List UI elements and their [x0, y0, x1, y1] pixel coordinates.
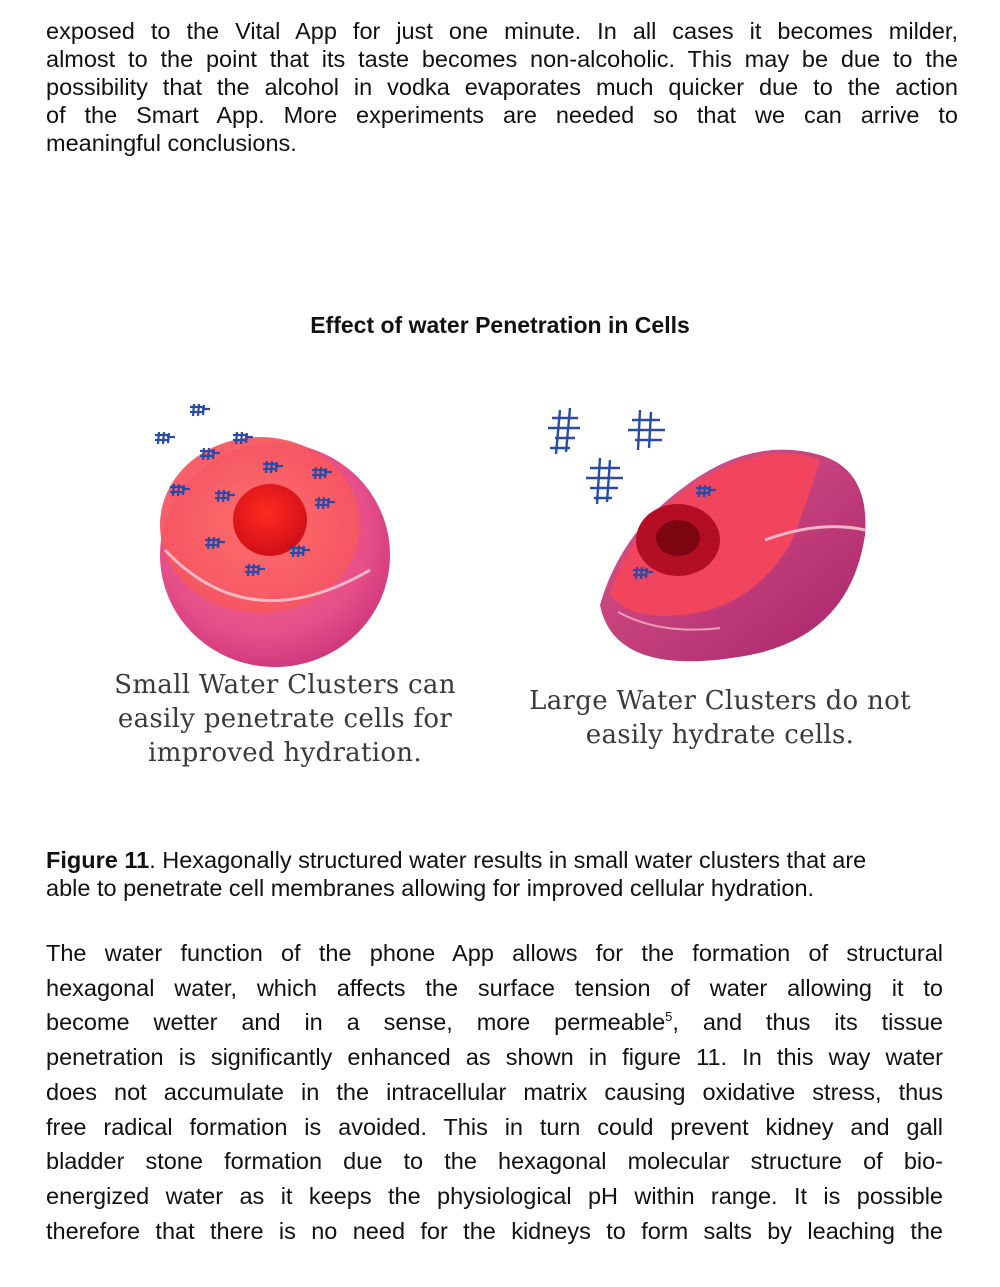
- floating-large-clusters: [548, 408, 665, 504]
- text-segment: , and thus its tissue: [672, 1009, 943, 1036]
- cells-illustration: [100, 380, 940, 670]
- text-line: penetration is significantly enhanced as shown in figure 11. In this way water: [46, 1044, 943, 1071]
- caption-line: easily hydrate cells.: [585, 720, 855, 750]
- top-paragraph: [46, 17, 958, 157]
- caption-line: easily penetrate cells for: [117, 704, 453, 734]
- figure-label: Figure 11: [46, 847, 150, 873]
- caption-line: improved hydration.: [148, 738, 422, 768]
- text-line: does not accumulate in the intracellular matrix causing oxidative stress, thus: [46, 1078, 943, 1105]
- text-line: meaningful conclusions.: [46, 130, 297, 156]
- figure-caption: [46, 846, 958, 902]
- small-clusters-caption: [100, 668, 470, 770]
- figure-title: Effect of water Penetration in Cells: [310, 312, 690, 338]
- text-line: The water function of the phone App allows for the formation of structural: [46, 940, 943, 966]
- body-paragraph: [46, 936, 943, 1248]
- caption-line: Large Water Clusters do not: [529, 686, 911, 716]
- caption-text: . Hexagonally structured water results in small water clusters that are: [149, 847, 867, 873]
- text-line: therefore that there is no need for the kidneys to form salts by leaching the: [46, 1217, 943, 1244]
- large-cluster-cell: [600, 450, 865, 662]
- text-line: of the Smart App. More experiments are needed so that we can arrive to: [46, 102, 958, 128]
- text-segment: become wetter and in a sense, more permeable: [46, 1009, 666, 1036]
- text-line: bladder stone formation due to the hexagonal molecular structure of bio-: [46, 1148, 943, 1175]
- figure-illustration: [100, 380, 940, 800]
- text-line: [46, 1005, 943, 1040]
- footnote-ref: 5: [665, 1009, 673, 1025]
- text-line: free radical formation is avoided. This in turn could prevent kidney and gall: [46, 1113, 943, 1140]
- text-line: possibility that the alcohol in vodka evaporates much quicker due to the action: [46, 74, 958, 100]
- text-line: energized water as it keeps the physiological pH within range. It is possible: [46, 1182, 943, 1209]
- caption-text: able to penetrate cell membranes allowing for improved cellular hydration.: [46, 875, 815, 901]
- large-clusters-caption: [520, 684, 920, 752]
- small-cluster-cell: [160, 437, 390, 667]
- text-line: exposed to the Vital App for just one minute. In all cases it becomes milder,: [46, 18, 958, 44]
- text-line: almost to the point that its taste becomes non-alcoholic. This may be due to the: [46, 46, 958, 72]
- text-line: hexagonal water, which affects the surface tension of water allowing it to: [46, 974, 943, 1001]
- caption-line: Small Water Clusters can: [114, 670, 456, 700]
